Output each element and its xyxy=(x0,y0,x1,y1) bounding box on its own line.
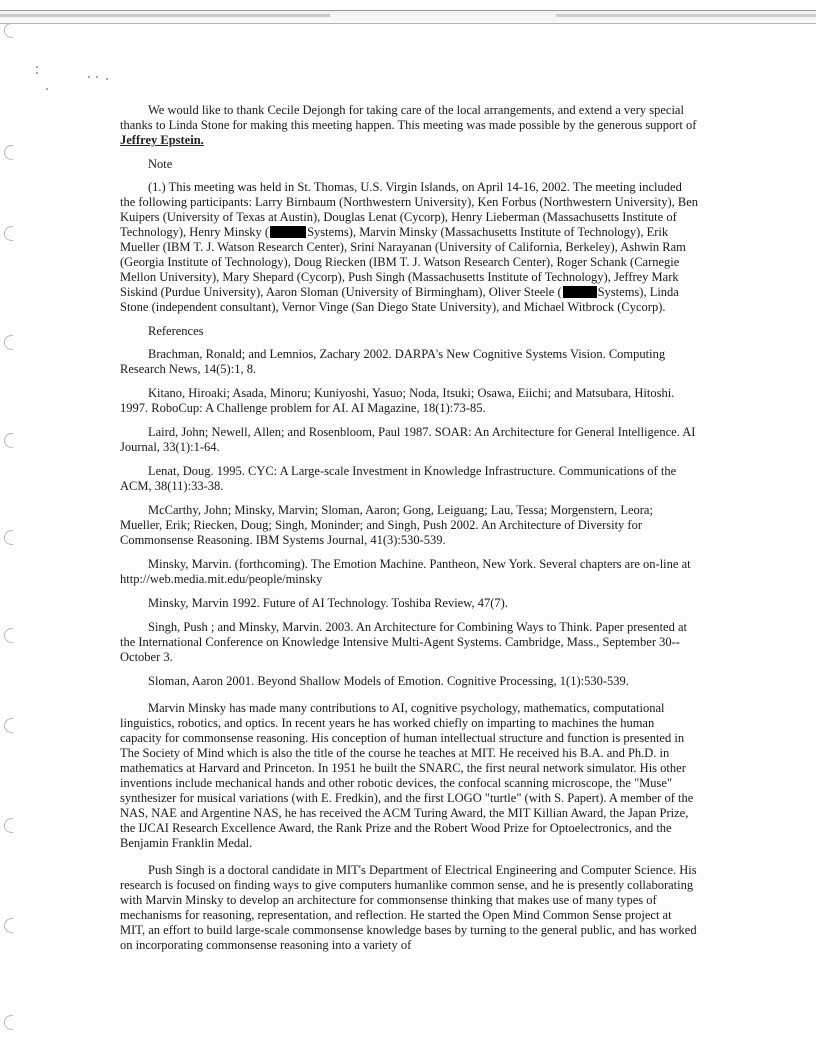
binder-hole-mark xyxy=(4,145,13,160)
acknowledgments-text: We would like to thank Cecile Dejongh for taking care of the local arrangements, and extend a very special thanks to Linda Stone for making this meeting happen. This meeting was made possible by the generous support of xyxy=(120,103,697,132)
note-paragraph xyxy=(120,180,698,315)
binder-hole-mark xyxy=(4,433,13,448)
references-heading: References xyxy=(148,324,204,338)
document-body xyxy=(120,103,698,962)
scan-speck xyxy=(88,76,90,78)
note-text: (1.) This meeting was held in St. Thomas, U.S. Virgin Islands, on April 14-16, 2002. The meeting included the following participants: Larry Birnbaum (Northwestern University), Ken Forbus (Northwestern University), Ben Kuipers (University of Texas at Austin), Douglas Lenat (Cycorp), Henry Lieberman (Massachusetts Institute of Technology), Henry Minsky ( xyxy=(120,180,698,239)
reference-entry: McCarthy, John; Minsky, Marvin; Sloman, Aaron; Gong, Leiguang; Lau, Tessa; Morgenstern, Leora; Mueller, Erik; Riecken, Doug; Singh, Moninder; and Singh, Push 2002. An Architecture of Diversity for Commonsense Reasoning. IBM Systems Journal, 41(3):530-539. xyxy=(120,503,653,547)
binder-hole-mark xyxy=(4,23,13,38)
reference-entry: Singh, Push ; and Minsky, Marvin. 2003. An Architecture for Combining Ways to Think. Paper presented at the International Conference on Knowledge Intensive Multi-Agent Systems. Cambridge, Mass., September 30--October 3. xyxy=(120,620,687,664)
scan-artifact-left xyxy=(0,14,330,17)
binder-hole-mark xyxy=(4,226,13,241)
acknowledgments-paragraph xyxy=(120,103,698,148)
note-text: Systems), Linda Stone (independent consultant), Vernor Vinge (San Diego State University), and Michael Witbrock (Cycorp). xyxy=(120,285,679,314)
binder-hole-mark xyxy=(4,918,13,933)
binder-hole-mark xyxy=(4,1015,13,1030)
redaction-block xyxy=(270,226,306,238)
reference-entry: Lenat, Doug. 1995. CYC: A Large-scale Investment in Knowledge Infrastructure. Communications of the ACM, 38(11):33-38. xyxy=(120,464,677,493)
reference-entry: Minsky, Marvin. (forthcoming). The Emotion Machine. Pantheon, New York. Several chapters are on-line at http://web.media.mit.edu/people/minsky xyxy=(120,557,691,586)
binder-hole-mark xyxy=(4,530,13,545)
reference-entry: Kitano, Hiroaki; Asada, Minoru; Kuniyoshi, Yasuo; Noda, Itsuki; Osawa, Eiichi; and Matsubara, Hitoshi. 1997. RoboCup: A Challenge problem for AI. AI Magazine, 18(1):73-85. xyxy=(120,386,675,415)
author-bio-minsky: Marvin Minsky has made many contributions to AI, cognitive psychology, mathematics, computational linguistics, robotics, and optics. In recent years he has worked chiefly on imparting to machines the human capacity for commonsense reasoning. His conception of human intellectual structure and function is presented in The Society of Mind which is also the title of the course he teaches at MIT. He received his B.A. and Ph.D. in mathematics at Harvard and Princeton. In 1951 he built the SNARC, the first neural network simulator. His other inventions include mechanical hands and other robotic devices, the confocal scanning microscope, the "Muse" synthesizer for musical variations (with E. Fredkin), and the first LOGO "turtle" (with S. Papert). A member of the NAS, NAE and Argentine NAS, he has received the ACM Turing Award, the MIT Killian Award, the Japan Prize, the IJCAI Research Excellence Award, the Rank Prize and the Robert Wood Prize for Optoelectronics, and the Benjamin Franklin Medal. xyxy=(120,701,694,850)
binder-hole-mark xyxy=(4,718,13,733)
author-bio-singh: Push Singh is a doctoral candidate in MIT's Department of Electrical Engineering and Computer Science. His research is focused on finding ways to give computers humanlike common sense, and he is presently collaborating with Marvin Minsky to develop an architecture for commonsense thinking that makes use of many types of mechanisms for reasoning, representation, and reflection. He started the Open Mind Common Sense project at MIT, an effort to build large-scale commonsense knowledge bases by turning to the general public, and has worked on incorporating commonsense reasoning into a variety of xyxy=(120,863,697,952)
scan-speck xyxy=(106,78,108,80)
binder-hole-mark xyxy=(4,818,13,833)
reference-entry: Minsky, Marvin 1992. Future of AI Technology. Toshiba Review, 47(7). xyxy=(148,596,508,610)
scan-speck xyxy=(46,88,48,90)
reference-entry: Laird, John; Newell, Allen; and Rosenbloom, Paul 1987. SOAR: An Architecture for General Intelligence. AI Journal, 33(1):1-64. xyxy=(120,425,696,454)
scan-speck xyxy=(96,76,98,78)
redaction-block xyxy=(563,286,597,298)
reference-entry: Sloman, Aaron 2001. Beyond Shallow Models of Emotion. Cognitive Processing, 1(1):530-539. xyxy=(148,674,629,688)
note-heading: Note xyxy=(148,157,173,171)
funder-link[interactable]: Jeffrey Epstein. xyxy=(120,133,204,147)
binder-hole-mark xyxy=(4,335,13,350)
note-text: Systems), Marvin Minsky (Massachusetts Institute of Technology), Erik Mueller (IBM T. J. Watson Research Center), Srini Narayanan (University of California, Berkeley), Ashwin Ram (Georgia Institute of Technology), Doug Riecken (IBM T. J. Watson Research Center), Roger Schank (Carnegie Mellon University), Mary Shepard (Cycorp), Push Singh (Massachusetts Institute of Technology), Jeffrey Mark Siskind (Purdue University), Aaron Sloman (University of Birmingham), Oliver Steele ( xyxy=(120,225,686,299)
scan-artifact-right xyxy=(556,14,816,17)
binder-hole-mark xyxy=(4,628,13,643)
reference-entry: Brachman, Ronald; and Lemnios, Zachary 2002. DARPA's New Cognitive Systems Vision. Computing Research News, 14(5):1, 8. xyxy=(120,347,666,376)
scan-speck xyxy=(36,72,38,74)
scan-header-band xyxy=(0,10,816,24)
scan-speck xyxy=(36,66,38,68)
